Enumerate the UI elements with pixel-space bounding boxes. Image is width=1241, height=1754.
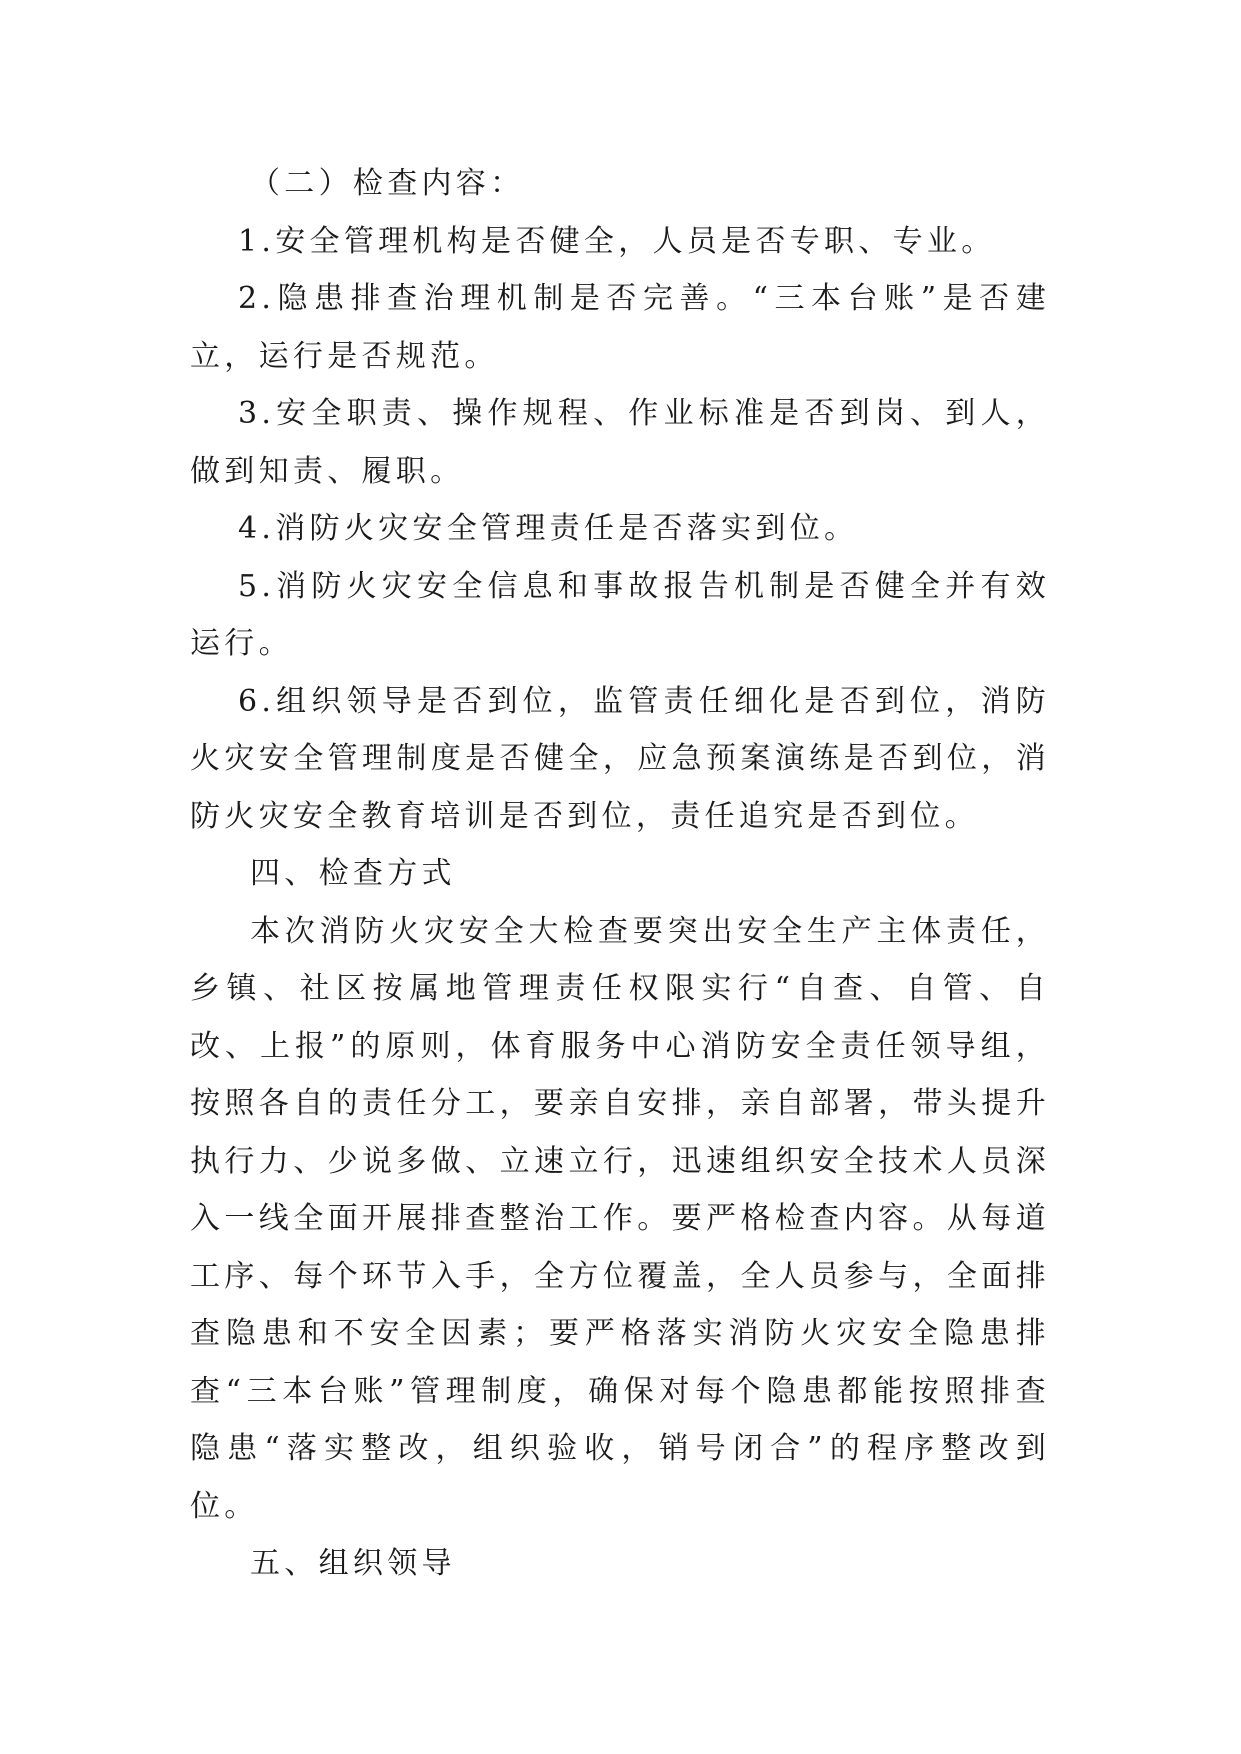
section-heading-inspection-method: 四、检查方式 [250,856,456,891]
list-item-6: 6.组织领导是否到位，监管责任细化是否到位，消防火灾安全管理制度是否健全，应急预案演练是否到位，消防火灾安全教育培训是否到位，责任追究是否到位。 [190,683,1050,834]
list-item-3: 3.安全职责、操作规程、作业标准是否到岗、到人，做到知责、履职。 [190,396,1050,489]
list-item-5: 5.消防火灾安全信息和事故报告机制是否健全并有效运行。 [190,568,1050,661]
body-paragraph-inspection-method: 本次消防火灾安全大检查要突出安全生产主体责任，乡镇、社区按属地管理责任权限实行“自查、自管、自改、上报”的原则，体育服务中心消防安全责任领导组，按照各自的责任分工，要亲自安排，亲自部署，带头提升执行力、少说多做、立速立行，迅速组织安全技术人员深入一线全面开展排查整治工作。要严格检查内容。从每道工序、每个环节入手，全方位覆盖，全人员参与，全面排查隐患和不安全因素；要严格落实消防火灾安全隐患排查“三本台账”管理制度，确保对每个隐患都能按照排查隐患“落实整改，组织验收，销号闭合”的程序整改到位。 [190,913,1050,1524]
document-body [190,155,1050,1593]
list-item-1: 1.安全管理机构是否健全，人员是否专职、专业。 [238,223,996,259]
section-heading-organization: 五、组织领导 [250,1546,456,1581]
list-item-2: 2.隐患排查治理机制是否完善。“三本台账”是否建立，运行是否规范。 [190,281,1050,374]
section-subheading: （二）检查内容： [250,166,525,201]
list-item-4: 4.消防火灾安全管理责任是否落实到位。 [238,511,859,546]
